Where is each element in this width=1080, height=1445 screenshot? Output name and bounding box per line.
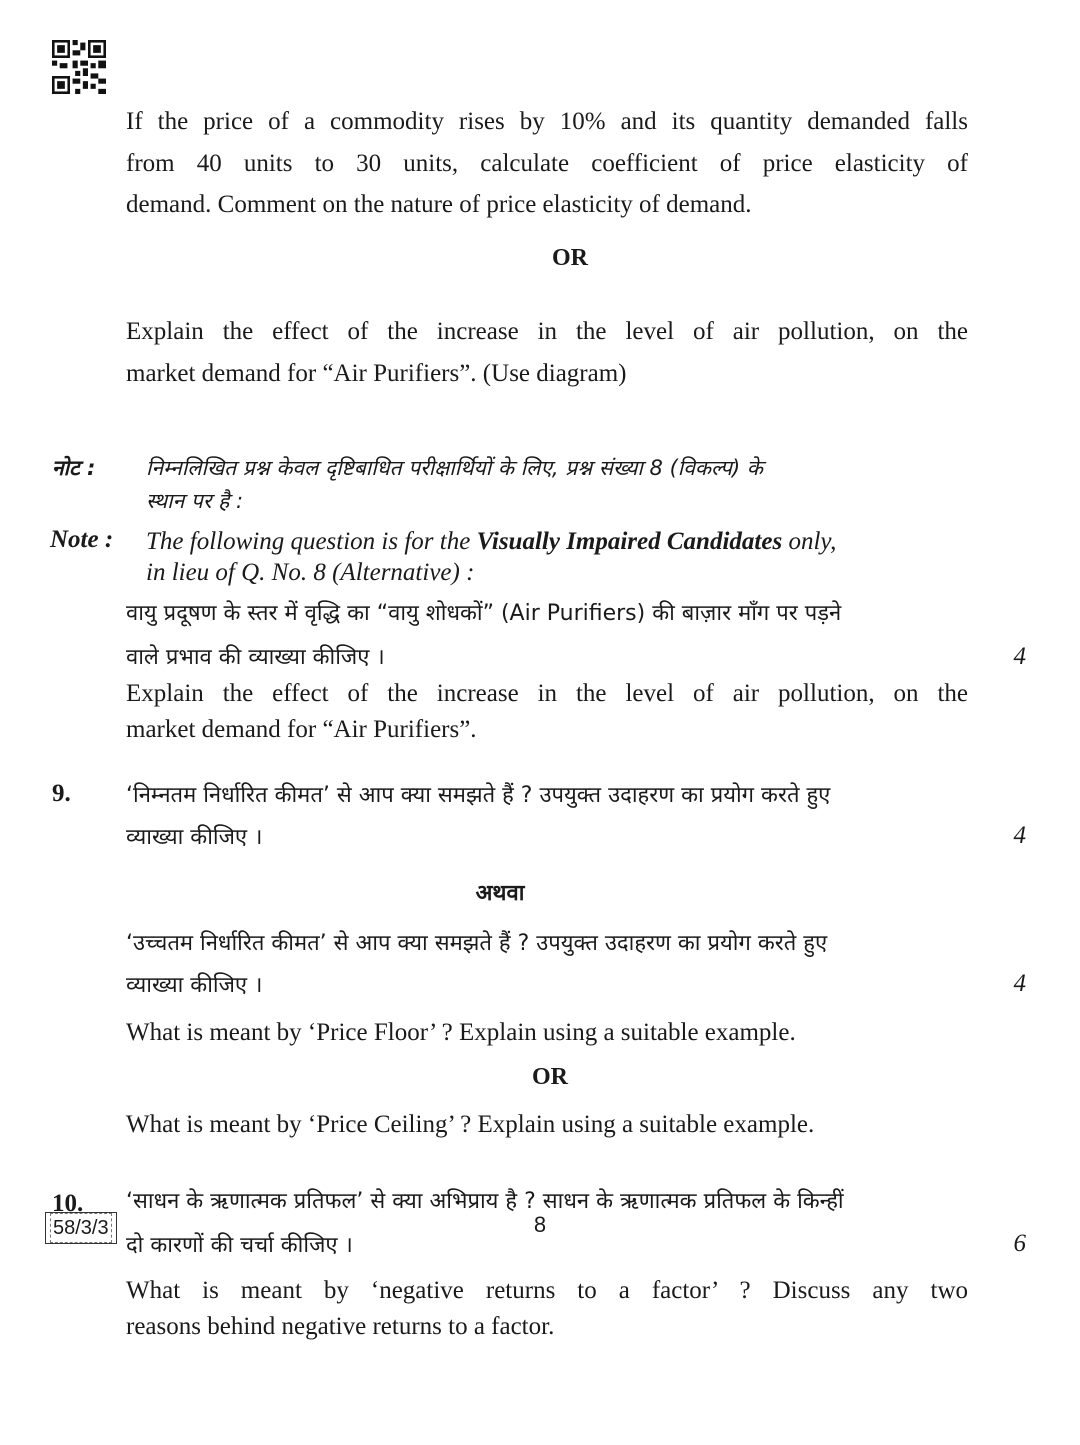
q10-en-line-2: reasons behind negative returns to a factor.	[126, 1313, 555, 1340]
question-8-alternative	[126, 311, 968, 394]
q10-hi-line-1: ‘साधन के ऋणात्मक प्रतिफल’ से क्या अभिप्राय है ? साधन के ऋणात्मक प्रतिफल के किन्हीं	[126, 1189, 844, 1214]
vi-hi-line-2: वाले प्रभाव की व्याख्या कीजिए ।	[126, 645, 385, 670]
note-en-part-a: The following question is for the	[146, 528, 477, 555]
or-separator: OR	[552, 245, 588, 271]
note-label-english: Note :	[50, 526, 114, 553]
q9-alt-hi-line-1: ‘उच्चतम निर्धारित कीमत’ से आप क्या समझते हैं ? उपयुक्त उदाहरण का प्रयोग करते हुए	[126, 931, 828, 956]
question-9-alternative-english: What is meant by ‘Price Ceiling’ ? Explain using a suitable example.	[126, 1111, 815, 1138]
question-9-alternative-marks: 4	[1013, 970, 1026, 997]
note-text-hindi	[146, 452, 986, 518]
question-10-english	[126, 1273, 968, 1345]
paper-code: 58/3/3	[50, 1213, 112, 1243]
qr-code-icon	[52, 40, 106, 94]
note-text-english	[146, 526, 986, 588]
vi-question-english	[126, 676, 968, 748]
q8-line-3: demand. Comment on the nature of price elasticity of demand.	[126, 191, 752, 218]
note-en-part-c: only,	[782, 528, 837, 555]
question-9-number: 9.	[52, 780, 71, 807]
vi-en-line-1: Explain the effect of the increase in the level of air pollution, on the	[126, 680, 968, 707]
athva-separator: अथवा	[475, 881, 525, 906]
q10-en-line-1: What is meant by ‘negative returns to a factor’ ? Discuss any two	[126, 1277, 968, 1304]
note-en-line-2: in lieu of Q. No. 8 (Alternative) :	[146, 559, 475, 586]
page-number: 8	[533, 1212, 547, 1237]
q8-line-1: If the price of a commodity rises by 10% and its quantity demanded falls	[126, 108, 968, 135]
question-9-english: What is meant by ‘Price Floor’ ? Explain using a suitable example.	[126, 1019, 796, 1046]
q9-alt-hi-line-2: व्याख्या कीजिए ।	[126, 973, 263, 998]
q10-hi-line-2: दो कारणों की चर्चा कीजिए ।	[126, 1233, 353, 1258]
question-8-text	[126, 101, 968, 226]
note-hi-line-2: स्थान पर है :	[146, 489, 244, 513]
note-en-line-1	[146, 526, 986, 557]
q9-hi-line-2: व्याख्या कीजिए ।	[126, 825, 263, 850]
q8-line-2: from 40 units to 30 units, calculate coefficient of price elasticity of	[126, 149, 968, 177]
question-10-marks: 6	[1013, 1230, 1026, 1257]
q8-alt-line-1: Explain the effect of the increase in the level of air pollution, on the	[126, 318, 968, 345]
vi-hi-line-1: वायु प्रदूषण के स्तर में वृद्धि का “वायु शोधकों” (Air Purifiers) की बाज़ार माँग पर पड़ने	[126, 601, 842, 626]
question-9-alternative-hindi	[126, 923, 968, 1007]
question-10-number: 10.	[52, 1190, 84, 1217]
question-9-hindi	[126, 775, 968, 859]
q9-hi-line-1: ‘निम्नतम निर्धारित कीमत’ से आप क्या समझते हैं ? उपयुक्त उदाहरण का प्रयोग करते हुए	[126, 783, 831, 808]
or-separator-2: OR	[532, 1064, 568, 1090]
note-en-emphasis: Visually Impaired Candidates	[476, 528, 783, 555]
q8-alt-line-2: market demand for “Air Purifiers”. (Use diagram)	[126, 359, 627, 387]
question-9-marks: 4	[1013, 822, 1026, 849]
note-hi-line-1: निम्नलिखित प्रश्न केवल दृष्टिबाधित परीक्षार्थियों के लिए, प्रश्न संख्या 8 (विकल्प) के	[146, 456, 763, 480]
vi-en-line-2: market demand for “Air Purifiers”.	[126, 716, 477, 743]
note-label-hindi: नोट :	[52, 456, 96, 480]
vi-question-marks: 4	[1013, 643, 1026, 670]
vi-question-hindi	[126, 592, 968, 680]
